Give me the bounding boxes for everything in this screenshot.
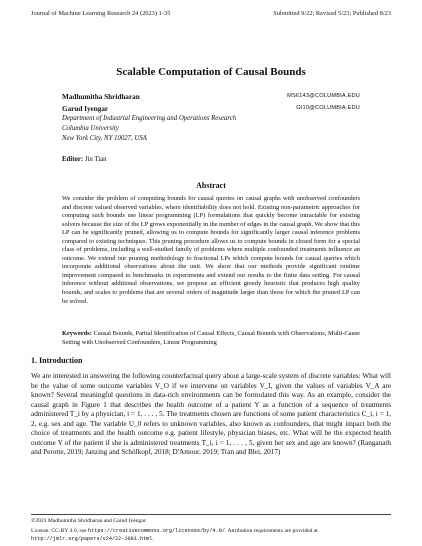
keywords-label: Keywords: (62, 330, 92, 337)
license-text (31, 527, 391, 543)
license-end: . (152, 536, 154, 542)
abstract-heading: Abstract (196, 181, 226, 190)
license-prefix: License: CC-BY 4.0, see (31, 528, 87, 534)
author-row-1 (62, 93, 360, 101)
footnote-rule (31, 514, 391, 515)
attribution-link[interactable]: http://jmlr.org/papers/v24/22-1081.html (31, 536, 153, 542)
section-title: Introduction (39, 356, 83, 365)
affiliation-city: New York City, NY 10027, USA (62, 135, 147, 142)
affiliation-univ: Columbia University (62, 125, 119, 132)
author-email-2[interactable]: GI10@COLUMBIA.EDU (296, 105, 360, 111)
section-heading (31, 356, 82, 365)
affiliation-dept: Department of Industrial Engineering and Operations Research (62, 115, 237, 122)
abstract-text: We consider the problem of computing bounds for causal queries on causal graphs with unobserved confounders and discrete valued observed variables, where identifiability does not hold. Existing non-parametric approaches for computing such bounds use linear programming (LP) formulations that quickly become intractable for existing solvers because the size of the LP grows exponentially in the number of edges in the causal graph. We show that this LP can be significantly pruned, allowing us to compute bounds for significantly larger causal inference problems compared to existing techniques. This pruning procedure allows us to compute bounds in closed form for a special class of problems, including a well-studied family of problems where multiple confounded treatments influence an outcome. We extend our pruning methodology to fractional LPs which compute bounds for causal queries which incorporate additional observations about the unit. We show that our methods provide significant runtime improvement compared to benchmarks in experiments and extend our results to the finite data setting. For causal inference without additional observations, we propose an efficient greedy heuristic that produces high quality bounds, and scales to problems that are several orders of magnitude larger than those for which the pruned LP can be solved. (62, 195, 360, 305)
author-email-1[interactable]: MS6143@COLUMBIA.EDU (287, 93, 360, 99)
editor-label: Editor: (62, 156, 84, 163)
author-name-1: Madhumitha Shridharan (62, 93, 140, 101)
editor-name: Jin Tian (84, 156, 107, 163)
author-row-2 (62, 105, 360, 113)
intro-paragraph: We are interested in answering the following counterfactual query about a large-scale system of discrete variables: What will be the value of some outcome variables V_O if we intervene on variables V_I, given the values of variables V_A are known? Several meaningful questions in data-rich environments can be formulated this way. As an example, consider the causal graph in Figure 1 that describes the health outcome of a patient Y as a function of a sequence of treatments administered T_i by a physician, i = 1, . . . , 5. The treatments chosen are functions of some patient characteristics C_i, i = 1, 2, e.g. sex and age. The variable U_0 refers to unknown variables, also known as confounders, that might impact both the choice of treatments and the health outcome e.g. patient lifestyle, physician biases, etc. What will be the expected health outcome Y of the patient if she is administered treatments T_i, i = 1, . . . , 5, given her sex and age are known? (Ranganath and Perotte, 2019; Janzing and Schölkopf, 2018; D'Amour, 2019; Tran and Blei, 2017) (31, 372, 391, 457)
paper-title: Scalable Computation of Causal Bounds (116, 66, 306, 78)
license-link[interactable]: https://creativecommons.org/licenses/by/4.0/ (87, 528, 225, 534)
affiliation (62, 114, 236, 144)
journal-info: Journal of Machine Learning Research 24 (2023) 1-35 (31, 10, 171, 17)
running-header (31, 10, 391, 17)
keywords-text: Causal Bounds, Partial Identification of Causal Effects, Causal Bounds with Observations, Multi-Cause Setting with Unobserved Confounders, Linear Programming (62, 330, 360, 346)
author-name-2: Garud Iyengar (62, 105, 109, 113)
license-mid: . Attribution requirements are provided at (224, 528, 318, 534)
copyright-line: ©2023 Madhumitha Shridharan and Garud Iyengar. (31, 518, 147, 524)
keywords-line (62, 330, 360, 347)
section-number: 1. (31, 356, 37, 365)
editor-line (62, 156, 107, 163)
submission-dates: Submitted 9/22; Revised 5/23; Published 8/23 (273, 10, 391, 17)
